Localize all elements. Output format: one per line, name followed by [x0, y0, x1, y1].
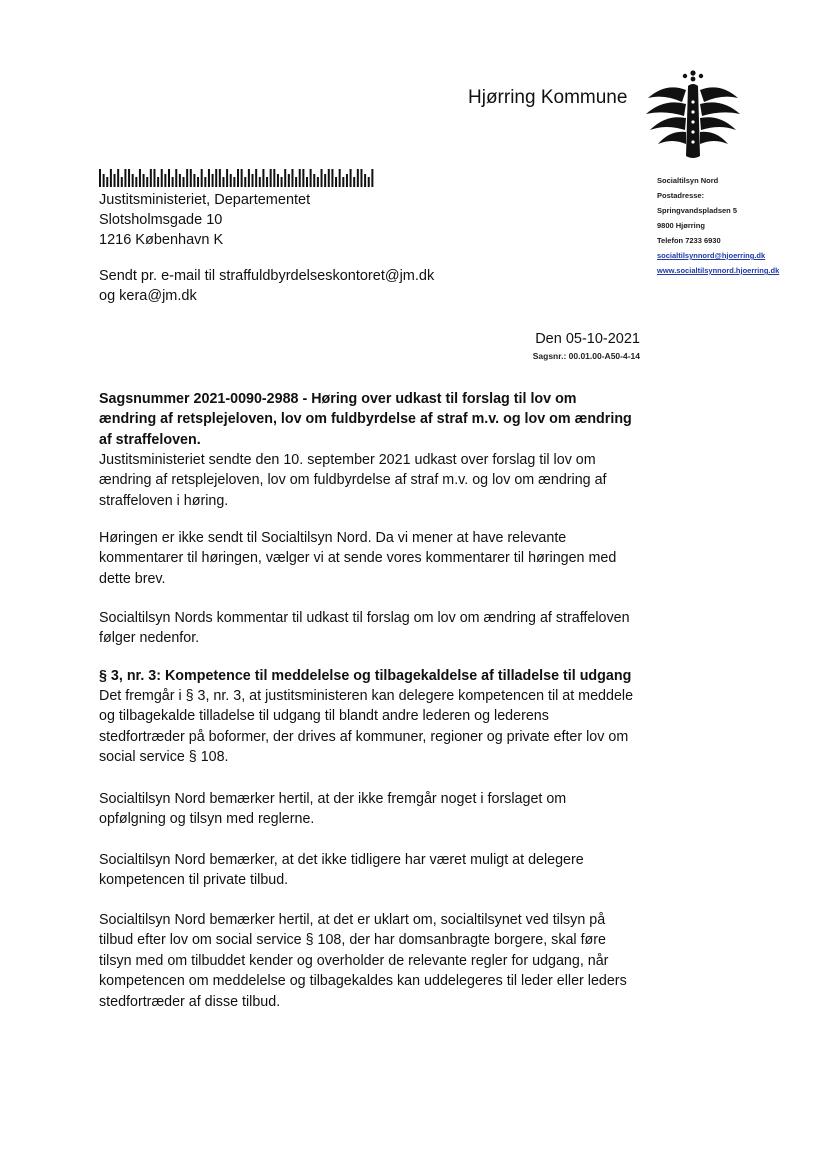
barcode-bar	[157, 177, 159, 187]
paragraph-line: ændring af retsplejeloven, lov om fuldbyrdelse af straf m.v. og lov om ændring af	[99, 472, 607, 489]
barcode-bar	[183, 177, 185, 187]
barcode-bar	[215, 169, 217, 187]
paragraph-line: kompetencen til private tilbud.	[99, 872, 289, 889]
barcode-bar	[346, 174, 348, 187]
barcode-bar	[284, 169, 286, 187]
sent-via-line: Sendt pr. e-mail til straffuldbyrdelseskontoret@jm.dk	[99, 268, 435, 284]
hjorring-logo	[642, 68, 744, 160]
paragraph-line: og tilbagekalde tilladelse til udgang til blandt andre lederen og lederens	[99, 708, 549, 725]
barcode-bar	[193, 174, 195, 187]
paragraph-line: Socialtilsyn Nord bemærker hertil, at der ikke fremgår noget i forslaget om	[99, 791, 567, 807]
paragraph-line: kompetencen om meddelelse og tilbagekaldes kan uddelegeres til leder eller leders	[99, 973, 627, 990]
recipient-line: Slotsholmsgade 10	[99, 212, 223, 228]
barcode-bar	[255, 169, 257, 187]
case-number: Sagsnr.: 00.01.00-A50-4-14	[532, 351, 640, 361]
barcode-bar	[237, 169, 239, 187]
barcode-bar	[342, 177, 344, 187]
subject-line: af straffeloven.	[99, 431, 201, 448]
sender-email-link[interactable]: socialtilsynnord@hjoerring.dk	[657, 251, 766, 260]
section-paragraph	[99, 850, 659, 891]
subject-line: Sagsnummer 2021-0090-2988 - Høring over udkast til forslag til lov om	[99, 391, 577, 407]
barcode-bar	[321, 169, 323, 187]
barcode-bar	[313, 174, 315, 187]
sender-website-link[interactable]: www.socialtilsynnord.hjoerring.dk	[657, 266, 780, 275]
paragraph-line: dette brev.	[99, 570, 166, 587]
subject-line: ændring af retsplejeloven, lov om fuldbyrdelse af straf m.v. og lov om ændring	[99, 411, 632, 428]
barcode-bar	[168, 169, 170, 187]
section-heading	[99, 666, 659, 686]
barcode-bar	[335, 177, 337, 187]
subject-heading	[99, 389, 659, 450]
sender-line: Socialtilsyn Nord	[657, 176, 719, 185]
barcode-bar	[114, 174, 116, 187]
barcode-bar	[299, 169, 301, 187]
barcode-bar	[212, 174, 214, 187]
barcode-bar	[150, 169, 152, 187]
sender-line: Telefon 7233 6930	[657, 236, 721, 245]
body-paragraph	[99, 608, 659, 649]
body-paragraph	[99, 528, 659, 589]
barcode-bar	[208, 169, 210, 187]
paragraph-line: følger nedenfor.	[99, 630, 200, 647]
barcode-bar	[244, 177, 246, 187]
paragraph-line: social service § 108.	[99, 749, 229, 766]
barcode-bar	[106, 177, 108, 187]
barcode-bar	[143, 174, 145, 187]
barcode-bar	[201, 169, 203, 187]
barcode-bar	[164, 174, 166, 187]
barcode-bar	[364, 174, 366, 187]
barcode-bar	[270, 169, 272, 187]
paragraph-line: Socialtilsyn Nord bemærker hertil, at det er uklart om, socialtilsynet ved tilsyn på	[99, 912, 606, 928]
barcode-bar	[172, 177, 174, 187]
section-heading-text: § 3, nr. 3: Kompetence til meddelelse og tilbagekaldelse af tilladelse til udgang	[99, 668, 632, 684]
recipient-line: 1216 København K	[99, 232, 224, 248]
barcode-bar	[295, 177, 297, 187]
barcode-bar	[204, 177, 206, 187]
barcode-bar	[128, 169, 130, 187]
letter-date: Den 05-10-2021	[535, 331, 640, 347]
sender-line: Postadresse:	[657, 191, 705, 200]
paragraph-line: Det fremgår i § 3, nr. 3, at justitsministeren kan delegere kompetencen til at meddele	[99, 688, 634, 704]
barcode-bar	[277, 174, 279, 187]
barcode-bar	[291, 169, 293, 187]
paragraph-line: stedfortræder på boformer, der drives af kommuner, regioner og private efter lov om	[99, 728, 629, 745]
postal-barcode	[99, 169, 375, 187]
barcode-bar	[124, 169, 126, 187]
barcode-bar	[110, 169, 112, 187]
barcode-bar	[153, 169, 155, 187]
barcode-bar	[222, 177, 224, 187]
barcode-bar	[368, 177, 370, 187]
barcode-bar	[186, 169, 188, 187]
paragraph-line: opfølgning og tilsyn med reglerne.	[99, 811, 315, 828]
barcode-bar	[281, 177, 283, 187]
municipality-name: Hjørring Kommune	[468, 87, 628, 108]
paragraph-line: tilsyn med om tilbuddet kender og overholder de relevante regler for udgang, når	[99, 952, 609, 969]
barcode-bar	[233, 177, 235, 187]
paragraph-line: kommentarer til høringen, vælger vi at sende vores kommentarer til høringen med	[99, 550, 617, 567]
paragraph-line: Socialtilsyn Nord bemærker, at det ikke tidligere har været muligt at delegere	[99, 852, 584, 868]
barcode-bar	[324, 174, 326, 187]
barcode-bar	[179, 174, 181, 187]
barcode-bar	[219, 169, 221, 187]
barcode-bar	[310, 169, 312, 187]
barcode-bar	[135, 177, 137, 187]
barcode-bar	[328, 169, 330, 187]
sender-line: 9800 Hjørring	[657, 221, 705, 230]
barcode-bar	[288, 174, 290, 187]
barcode-bar	[350, 169, 352, 187]
section-paragraph	[99, 686, 659, 768]
barcode-bar	[99, 169, 101, 187]
barcode-bar	[266, 177, 268, 187]
barcode-bar	[353, 177, 355, 187]
barcode-bar	[190, 169, 192, 187]
barcode-bar	[230, 174, 232, 187]
barcode-bar	[357, 169, 359, 187]
barcode-bar	[262, 169, 264, 187]
barcode-bar	[317, 177, 319, 187]
paragraph-line: Socialtilsyn Nords kommentar til udkast til forslag om lov om ændring af straffeloven	[99, 610, 630, 626]
barcode-bar	[175, 169, 177, 187]
sent-via-line: og kera@jm.dk	[99, 288, 197, 304]
barcode-bar	[248, 169, 250, 187]
body-paragraph	[99, 450, 659, 511]
barcode-bar	[241, 169, 243, 187]
barcode-bar	[306, 177, 308, 187]
barcode-bar	[331, 169, 333, 187]
barcode-bar	[197, 177, 199, 187]
barcode-bar	[360, 169, 362, 187]
barcode-bar	[339, 169, 341, 187]
barcode-bar	[252, 174, 254, 187]
section-paragraph	[99, 789, 659, 830]
barcode-bar	[226, 169, 228, 187]
paragraph-line: Høringen er ikke sendt til Socialtilsyn Nord. Da vi mener at have relevante	[99, 530, 567, 546]
barcode-bar	[161, 169, 163, 187]
barcode-bar	[273, 169, 275, 187]
barcode-bar	[371, 169, 373, 187]
paragraph-line: tilbud efter lov om social service § 108, der har domsanbragte borgere, skal føre	[99, 932, 606, 949]
sender-line: Springvandspladsen 5	[657, 206, 738, 215]
barcode-bar	[259, 177, 261, 187]
barcode-bar	[302, 169, 304, 187]
paragraph-line: Justitsministeriet sendte den 10. september 2021 udkast over forslag til lov om	[99, 452, 596, 468]
barcode-bar	[132, 174, 134, 187]
barcode-bar	[146, 177, 148, 187]
barcode-bar	[117, 169, 119, 187]
paragraph-line: straffeloven i høring.	[99, 492, 229, 509]
barcode-bar	[139, 169, 141, 187]
recipient-line: Justitsministeriet, Departementet	[99, 192, 311, 208]
section-paragraph	[99, 910, 659, 1012]
barcode-bar	[121, 177, 123, 187]
paragraph-line: stedfortræder af disse tilbud.	[99, 993, 281, 1010]
barcode-bar	[103, 174, 105, 187]
